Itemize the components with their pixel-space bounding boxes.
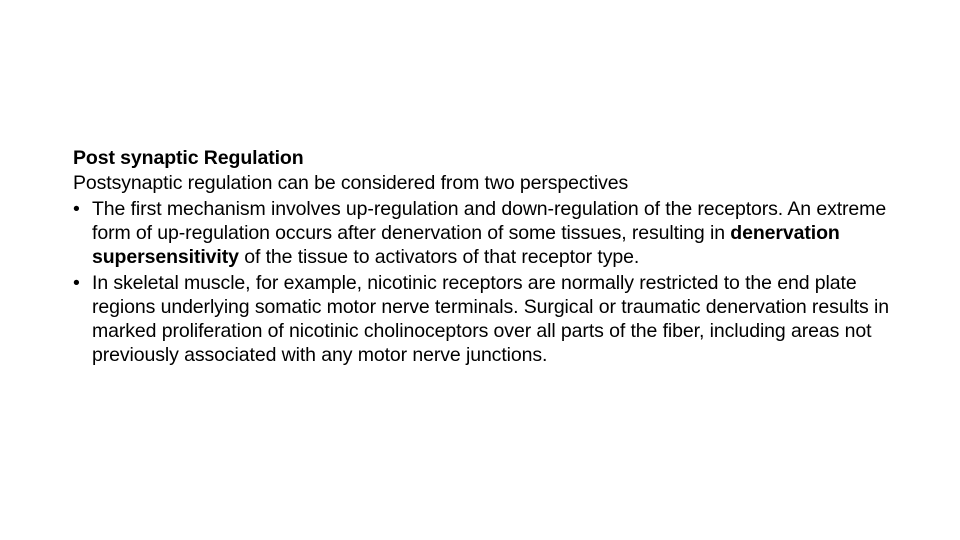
- bullet-item-up-regulation: [73, 197, 903, 269]
- bullet-bold-term: denervation supersensitivity: [92, 222, 840, 268]
- bullet-text-part: The first mechanism involves up-regulation and down-regulation of the receptors. An extreme form of up-regulation occurs after denervation of some tissues, resulting in: [92, 198, 887, 244]
- slide-body: [73, 146, 903, 367]
- bullet-item-skeletal-muscle: [73, 271, 903, 367]
- bullet-text: In skeletal muscle, for example, nicotinic receptors are normally restricted to the end plate regions underlying somatic motor nerve terminals. Surgical or traumatic denervation results in marked proliferation of nicotinic cholinoceptors over all parts of the fiber, including areas not previously associated with any motor nerve junctions.: [92, 272, 889, 366]
- bullet-list: [73, 197, 903, 367]
- intro-text: Postsynaptic regulation can be considered from two perspectives: [73, 172, 629, 194]
- bullet-icon: •: [73, 272, 80, 294]
- slide-heading: Post synaptic Regulation: [73, 147, 304, 169]
- bullet-icon: •: [73, 198, 80, 220]
- bullet-text-part: of the tissue to activators of that receptor type.: [238, 246, 640, 268]
